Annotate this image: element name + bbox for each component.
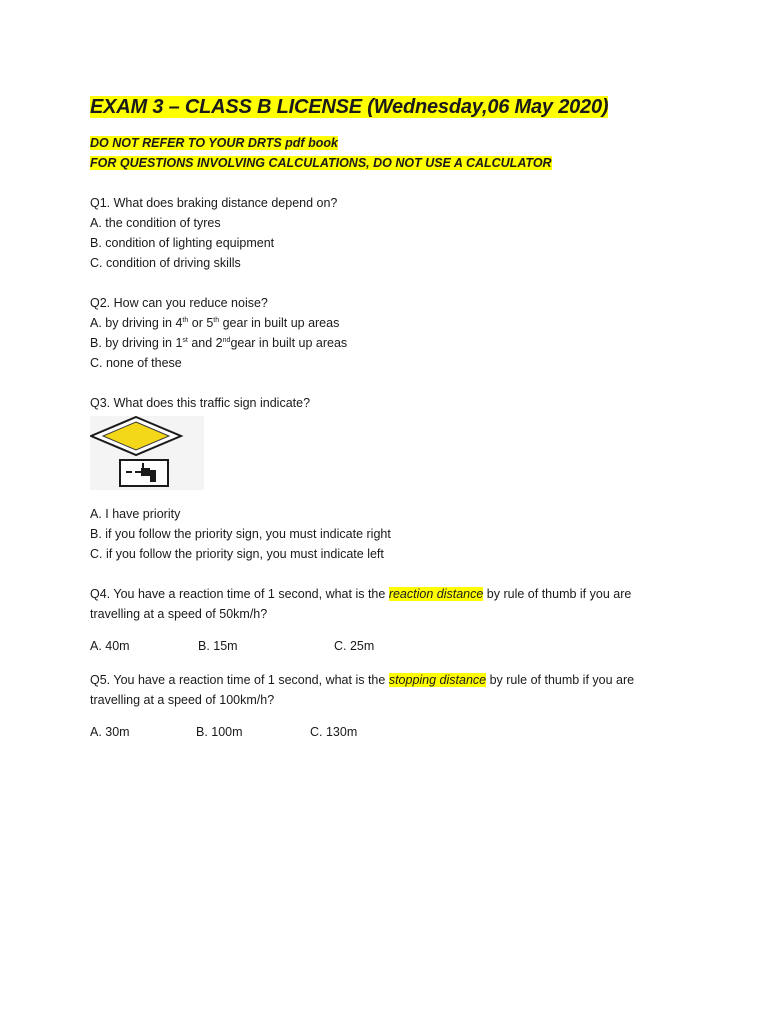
q5-option-c: C. 130m bbox=[310, 725, 358, 739]
q5-emphasis: stopping distance bbox=[388, 673, 487, 687]
warning-no-book-text: DO NOT REFER TO YOUR DRTS pdf book bbox=[90, 136, 338, 150]
warning-no-calculator-text: FOR QUESTIONS INVOLVING CALCULATIONS, DO NOT USE A CALCULATOR bbox=[90, 156, 552, 170]
priority-road-sign-icon bbox=[90, 416, 204, 490]
q1-option-b: B. condition of lighting equipment bbox=[90, 236, 275, 250]
page-title-text: EXAM 3 – CLASS B LICENSE (Wednesday,06 May 2020) bbox=[90, 96, 609, 118]
q3-question: Q3. What does this traffic sign indicate? bbox=[90, 396, 311, 410]
q1-option-a: A. the condition of tyres bbox=[90, 216, 221, 230]
q3-option-b: B. if you follow the priority sign, you must indicate right bbox=[90, 527, 391, 541]
q3-option-c: C. if you follow the priority sign, you must indicate left bbox=[90, 547, 384, 561]
q2-option-c: C. none of these bbox=[90, 356, 182, 370]
q4-option-b: B. 15m bbox=[198, 639, 238, 653]
q1-question: Q1. What does braking distance depend on? bbox=[90, 196, 338, 210]
warning-no-book bbox=[90, 135, 338, 152]
q2-question: Q2. How can you reduce noise? bbox=[90, 296, 268, 310]
q1-option-c: C. condition of driving skills bbox=[90, 256, 241, 270]
q5-option-a: A. 30m bbox=[90, 725, 130, 739]
q5-question-line2: travelling at a speed of 100km/h? bbox=[90, 693, 275, 707]
traffic-sign-graphic bbox=[90, 416, 204, 490]
q3-option-a: A. I have priority bbox=[90, 507, 181, 521]
q2-option-a: A. by driving in 4th or 5th gear in built up areas bbox=[90, 316, 340, 330]
q4-emphasis: reaction distance bbox=[388, 587, 484, 601]
warning-no-calculator bbox=[90, 155, 552, 172]
q5-option-b: B. 100m bbox=[196, 725, 243, 739]
page-title bbox=[90, 94, 608, 120]
q4-option-a: A. 40m bbox=[90, 639, 130, 653]
q4-option-c: C. 25m bbox=[334, 639, 375, 653]
q4-question-line2: travelling at a speed of 50km/h? bbox=[90, 607, 268, 621]
q4-question: Q4. You have a reaction time of 1 second, what is the reaction distance by rule of thumb if you are bbox=[90, 587, 632, 601]
q2-option-b: B. by driving in 1st and 2ndgear in built up areas bbox=[90, 336, 348, 350]
q5-question: Q5. You have a reaction time of 1 second, what is the stopping distance by rule of thumb if you are bbox=[90, 673, 635, 687]
